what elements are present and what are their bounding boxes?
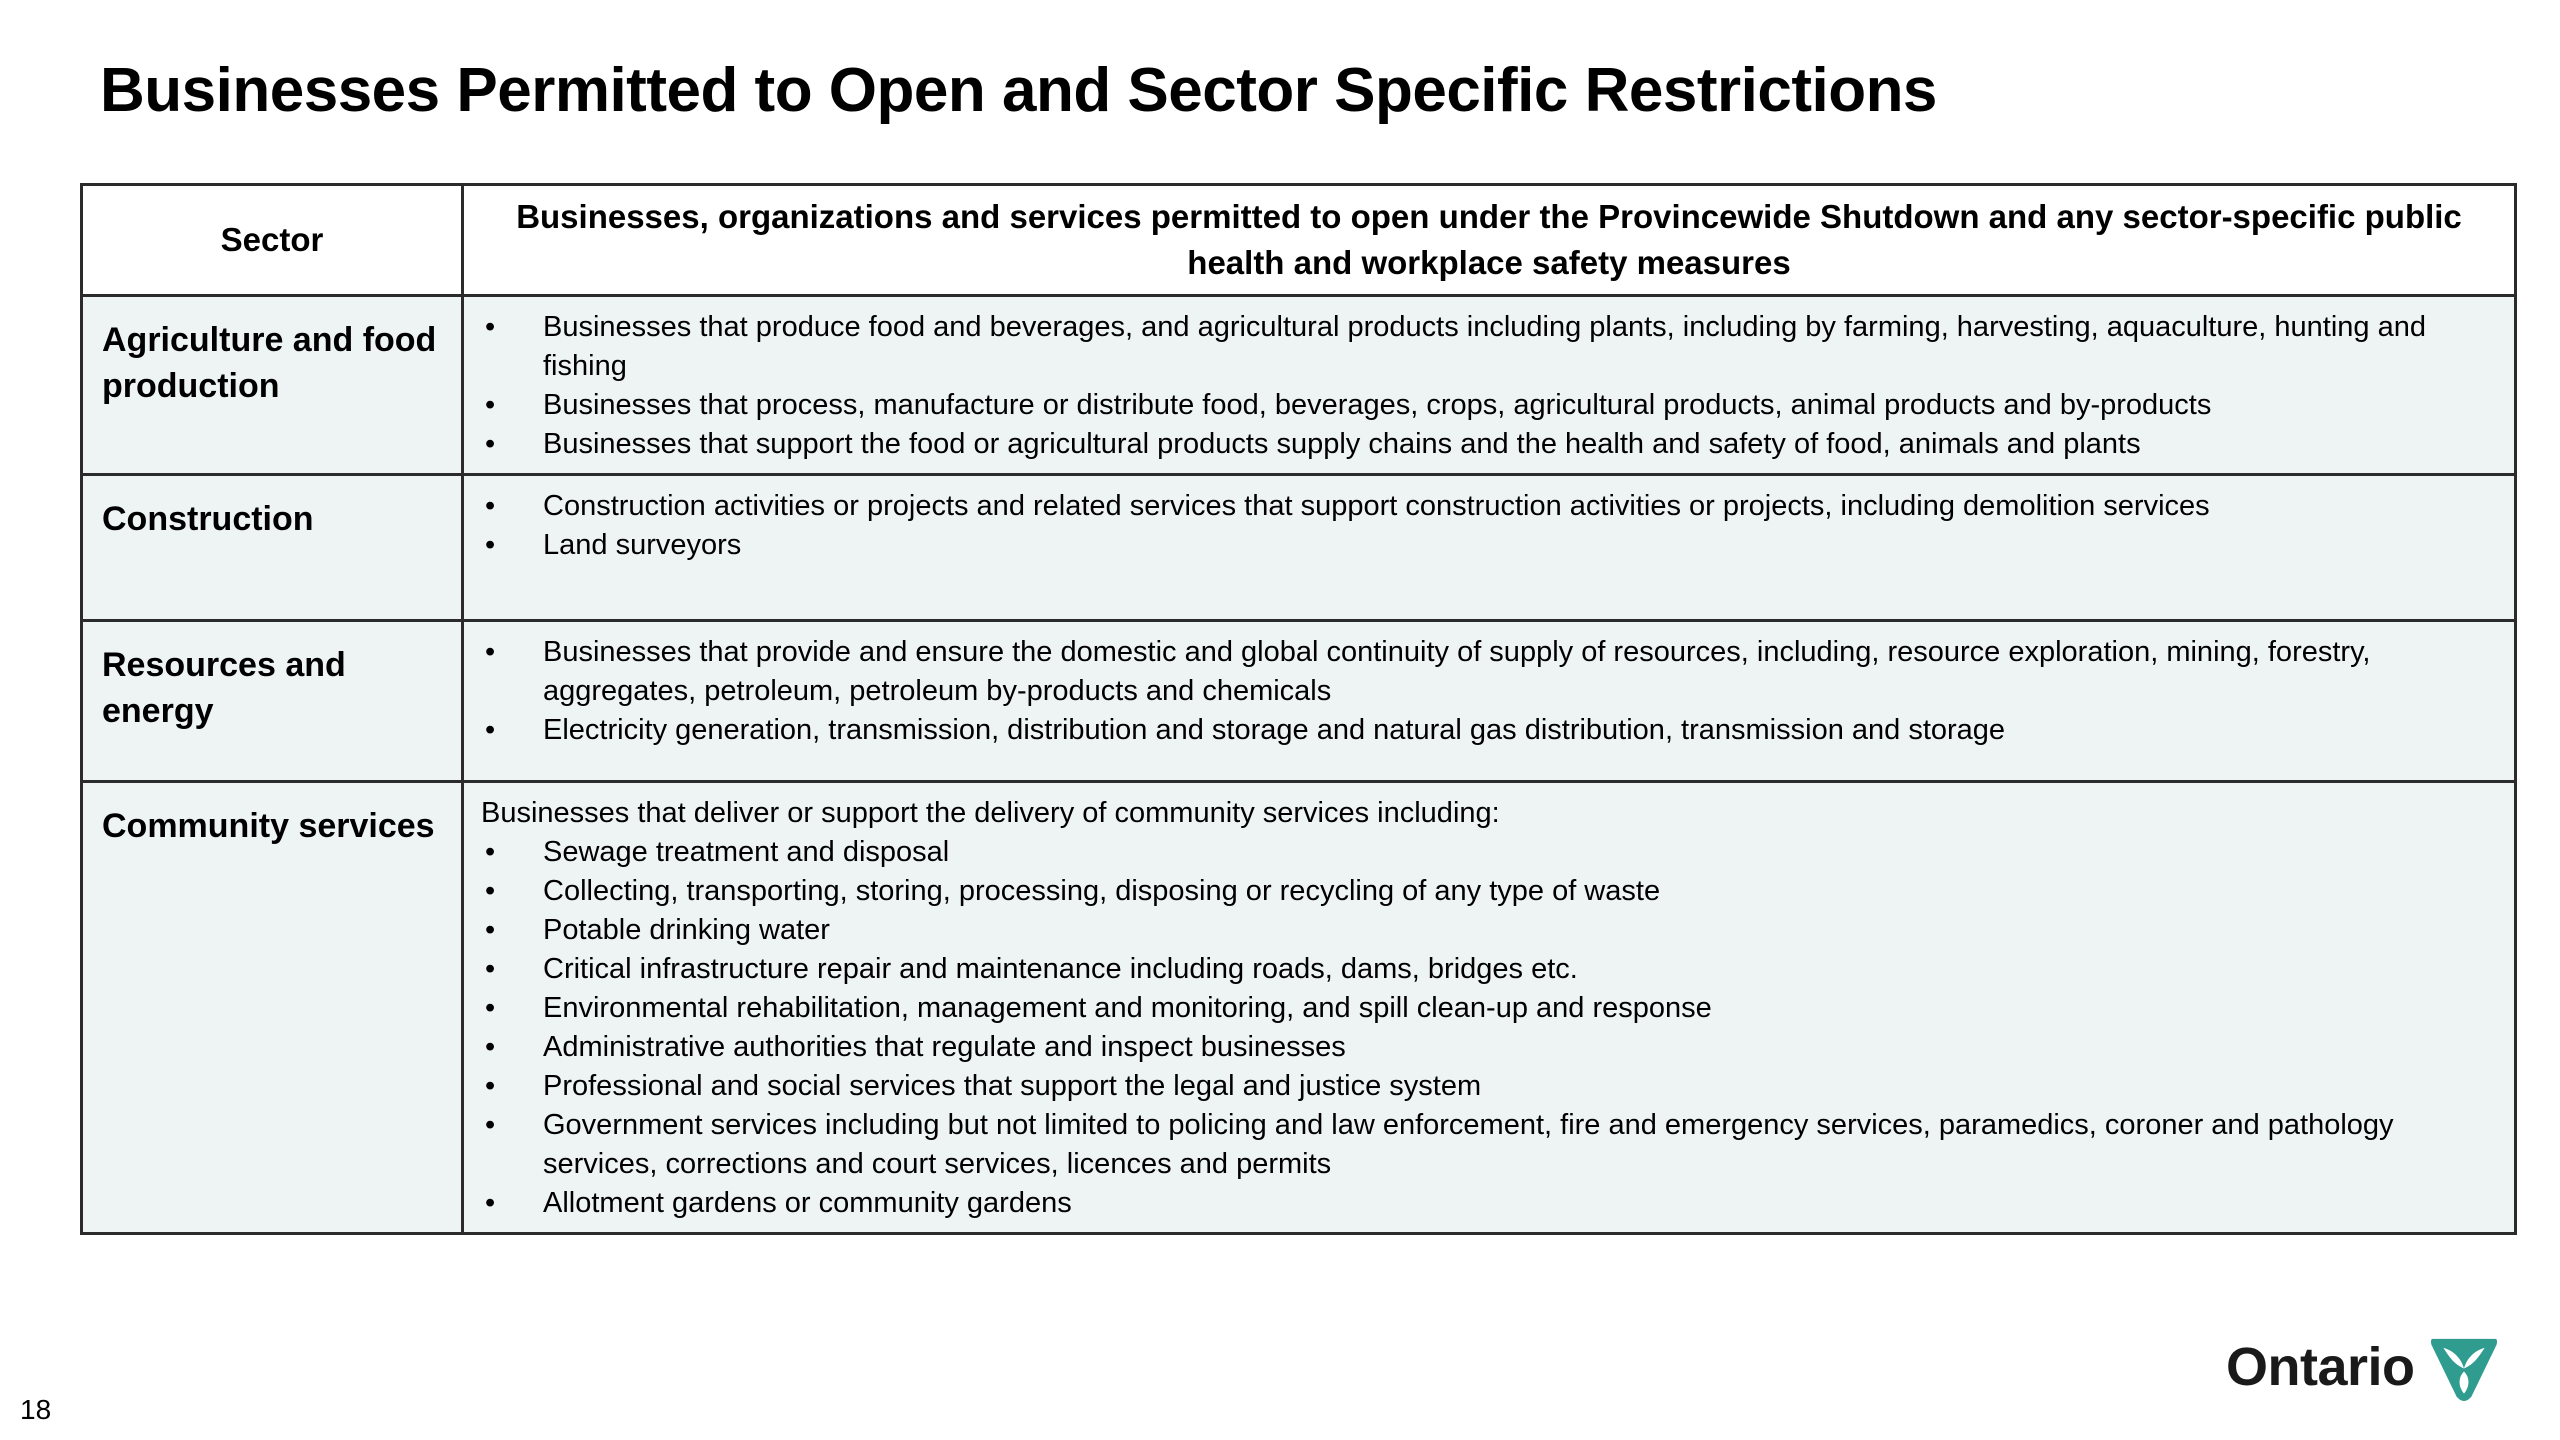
list-item: • Businesses that provide and ensure the domestic and global continuity of supply of resources, including, resource exploration, mining, forestry, aggregates, petroleum, petroleum by-products and chemicals xyxy=(481,633,2474,711)
ontario-logo xyxy=(2226,1330,2501,1404)
slide-title: Businesses Permitted to Open and Sector Specific Restrictions xyxy=(100,56,1937,125)
list-item: • Potable drinking water xyxy=(481,911,2474,950)
bullet-list xyxy=(481,487,2474,565)
list-item: • Critical infrastructure repair and maintenance including roads, dams, bridges etc. xyxy=(481,950,2474,989)
list-item: • Businesses that support the food or agricultural products supply chains and the health and safety of food, animals and plants xyxy=(481,425,2474,464)
table-row xyxy=(82,782,2516,1234)
table-row xyxy=(82,475,2516,621)
list-item: • Government services including but not limited to policing and law enforcement, fire and emergency services, paramedics, coroner and pathology services, corrections and court services, licences and permits xyxy=(481,1106,2474,1184)
header-businesses: Businesses, organizations and services permitted to open under the Provincewide Shutdown and any sector-specific public health and workplace safety measures xyxy=(463,185,2516,296)
sector-name: Construction xyxy=(82,475,463,621)
bullet-list xyxy=(481,833,2474,1223)
page-number: 18 xyxy=(20,1394,52,1425)
list-item: • Collecting, transporting, storing, processing, disposing or recycling of any type of waste xyxy=(481,872,2474,911)
bullet-list xyxy=(481,308,2474,464)
list-item: • Professional and social services that support the legal and justice system xyxy=(481,1067,2474,1106)
ontario-wordmark: Ontario xyxy=(2226,1337,2415,1397)
sector-table xyxy=(80,183,2517,1235)
sector-name: Resources and energy xyxy=(82,621,463,782)
list-item: • Environmental rehabilitation, management and monitoring, and spill clean-up and response xyxy=(481,989,2474,1028)
list-item: • Land surveyors xyxy=(481,526,2474,565)
trillium-icon xyxy=(2427,1330,2501,1404)
list-item: • Businesses that produce food and beverages, and agricultural products including plants, including by farming, harvesting, aquaculture, hunting and fishing xyxy=(481,308,2474,386)
list-item: • Administrative authorities that regulate and inspect businesses xyxy=(481,1028,2474,1067)
header-sector: Sector xyxy=(82,185,463,296)
sector-detail xyxy=(463,782,2516,1234)
sector-detail xyxy=(463,296,2516,475)
table-row xyxy=(82,621,2516,782)
table-row xyxy=(82,296,2516,475)
table-header-row xyxy=(82,185,2516,296)
list-item: • Construction activities or projects and related services that support construction activities or projects, including demolition services xyxy=(481,487,2474,526)
sector-detail xyxy=(463,475,2516,621)
sector-name: Community services xyxy=(82,782,463,1234)
list-item: • Allotment gardens or community gardens xyxy=(481,1184,2474,1223)
list-item: • Electricity generation, transmission, distribution and storage and natural gas distribution, transmission and storage xyxy=(481,711,2474,750)
list-item: • Sewage treatment and disposal xyxy=(481,833,2474,872)
bullet-list xyxy=(481,633,2474,750)
sector-name: Agriculture and food production xyxy=(82,296,463,475)
list-item: • Businesses that process, manufacture or distribute food, beverages, crops, agricultural products, animal products and by-products xyxy=(481,386,2474,425)
sector-intro: Businesses that deliver or support the delivery of community services including: xyxy=(481,797,1500,829)
sector-detail xyxy=(463,621,2516,782)
